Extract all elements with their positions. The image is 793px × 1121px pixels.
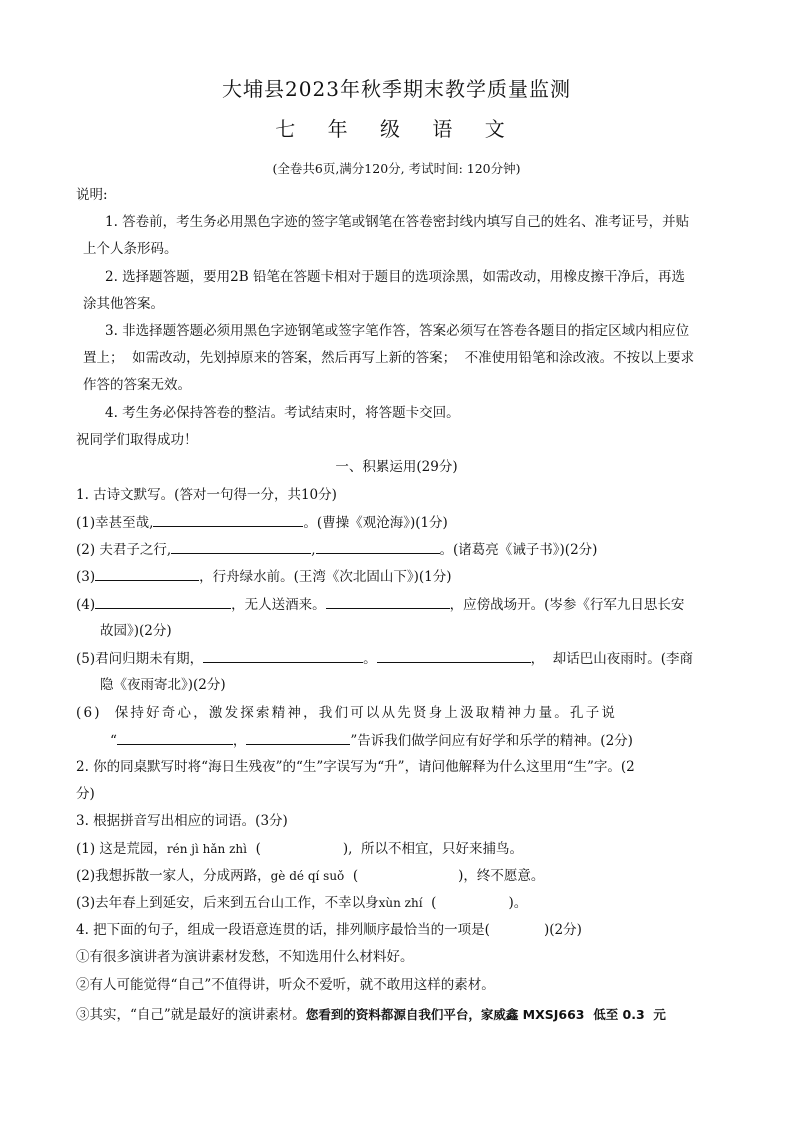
- question-3-stem: 3. 根据拼音写出相应的词语。(3分): [76, 813, 288, 829]
- q3-1-suffix: ), 所以不相宜，只好来捕鸟。: [342, 841, 524, 857]
- q1-5-middle: 。: [363, 651, 377, 667]
- question-3-1: [76, 840, 523, 858]
- q4-stem-suffix: )(2分): [543, 922, 582, 938]
- answer-blank[interactable]: [326, 595, 450, 609]
- question-1-4-line2: 故园》)(2分): [100, 623, 172, 639]
- q4-stem-prefix: 4. 把下面的句子，组成一段语意连贯的话，排列顺序最恰当的一项是(: [76, 922, 490, 938]
- instruction-3-line1: 3. 非选择题答题必须用黑色字迹钢笔或签字笔作答，答案必须写在答卷各题目的指定区域内相应位: [105, 323, 690, 339]
- watermark-ad-text: 您看到的资料都源自我们平台，家威鑫 MXSJ663 低至 0.3 元: [305, 1007, 666, 1022]
- q3-3-pinyin: xùn zhí: [378, 896, 423, 910]
- answer-blank[interactable]: [316, 540, 440, 554]
- exam-info: (全卷共6页,满分120分, 考试时间: 120分钟): [272, 161, 521, 176]
- q1-2-suffix: 。(诸葛亮《诫子书》)(2分): [439, 542, 598, 558]
- question-2-line2: 分): [76, 786, 95, 802]
- q1-3-suffix: ，行舟绿水前。(王湾《次北固山下》)(1分): [199, 569, 452, 585]
- question-4-option-3: [76, 1006, 666, 1024]
- answer-blank[interactable]: [95, 595, 231, 609]
- q1-3-prefix: (3): [76, 569, 96, 585]
- question-1-2: [76, 540, 597, 559]
- answer-blank[interactable]: [246, 731, 350, 745]
- instruction-1-line1: 1. 答卷前，考生务必用黑色字迹的签字笔或钢笔在答卷密封线内填写自己的姓名、准考证号，并贴: [105, 214, 690, 230]
- question-1-3: [76, 567, 452, 586]
- instruction-2-line1: 2. 选择题答题，要用2B 铅笔在答题卡相对于题目的选项涂黑，如需改动，用橡皮擦干净后，再选: [105, 269, 685, 285]
- section-1-heading: 一、积累运用(29分): [335, 459, 458, 475]
- instruction-4: 4. 考生务必保持答卷的整洁。考试结束时，将答题卡交回。: [105, 405, 460, 421]
- question-1-4: [76, 595, 684, 614]
- question-4-option-1: ①有很多演讲者为演讲素材发愁，不知选用什么材料好。: [76, 949, 414, 965]
- q1-5-suffix: ， 却话巴山夜雨时。(李商: [530, 651, 693, 667]
- q3-3-open-paren: (: [431, 895, 437, 911]
- q1-6-open-quote: “: [110, 733, 117, 749]
- instruction-2-line2: 涂其他答案。: [83, 296, 164, 312]
- q1-6-suffix: ”告诉我们做学问应有好学和乐学的精神。(2分): [350, 733, 633, 749]
- instruction-3-line3: 作答的答案无效。: [83, 377, 191, 393]
- question-1-6-line1: (6) 保持好奇心，激发探索精神，我们可以从先贤身上汲取精神力量。孔子说: [76, 705, 618, 721]
- q3-1-open-paren: (: [255, 841, 261, 857]
- q3-3-suffix: )。: [508, 895, 528, 911]
- instruction-3-line2: 置上； 如需改动，先划掉原来的答案，然后再写上新的答案； 不准使用铅笔和涂改液。不按以上要求: [83, 350, 695, 366]
- exam-title: 大埔县2023年秋季期末教学质量监测: [222, 77, 571, 101]
- question-2-line1: 2. 你的同桌默写时将“海日生残夜”的“生”字误写为“升”，请问他解释为什么这里用“生”字。(2: [76, 759, 635, 775]
- question-1-stem: 1. 古诗文默写。(答对一句得一分，共10分): [76, 487, 337, 503]
- q1-2-separator: ,: [311, 542, 316, 558]
- answer-blank[interactable]: [377, 649, 531, 663]
- q1-4-prefix: (4): [76, 597, 96, 613]
- q1-4-middle: ，无人送酒来。: [231, 597, 326, 613]
- q1-1-prefix: (1)幸甚至哉,: [76, 515, 154, 531]
- q4-option-3-text: ③其实，“自己”就是最好的演讲素材。: [76, 1007, 306, 1023]
- q3-1-pinyin: rén jì hǎn zhì: [166, 842, 247, 856]
- question-1-5: [76, 649, 693, 668]
- q3-2-open-paren: (: [352, 868, 359, 884]
- q1-6-separator: ，: [232, 733, 247, 749]
- question-4-stem: [76, 921, 582, 939]
- q1-4-suffix: ，应傍战场开。(岑参《行军九日思长安: [449, 597, 685, 613]
- q1-2-prefix: (2) 夫君子之行,: [76, 542, 172, 558]
- exam-subject: 七 年 级 语 文: [275, 117, 518, 141]
- answer-blank[interactable]: [203, 649, 363, 663]
- q3-2-suffix: )，终不愿意。: [458, 868, 545, 884]
- question-4-option-2: ②有人可能觉得“自己”不值得讲，听众不爱听，就不敢用这样的素材。: [76, 977, 495, 993]
- q3-2-prefix: (2)我想拆散一家人，分成两路，: [76, 868, 271, 884]
- wish-text: 祝同学们取得成功！: [76, 432, 198, 448]
- question-1-5-line2: 隐《夜雨寄北》)(2分): [100, 677, 226, 693]
- q1-1-suffix: 。(曹操《观沧海》)(1分): [303, 515, 448, 531]
- q3-1-prefix: (1) 这是荒园，: [76, 841, 167, 857]
- question-3-3: [76, 894, 527, 912]
- q1-5-prefix: (5)君问归期未有期，: [76, 651, 204, 667]
- q3-2-pinyin: gè dé qí suǒ: [270, 869, 345, 883]
- answer-blank[interactable]: [171, 540, 311, 554]
- instructions-heading: 说明:: [76, 187, 108, 203]
- answer-blank[interactable]: [117, 731, 233, 745]
- q3-3-prefix: (3)去年春上到延安，后来到五台山工作，不幸以身: [76, 895, 379, 911]
- question-1-1: [76, 513, 448, 532]
- answer-blank[interactable]: [153, 513, 303, 527]
- answer-blank[interactable]: [95, 567, 199, 581]
- instruction-1-line2: 上个人条形码。: [83, 241, 178, 257]
- question-1-6-line2: [110, 731, 633, 750]
- question-3-2: [76, 867, 544, 885]
